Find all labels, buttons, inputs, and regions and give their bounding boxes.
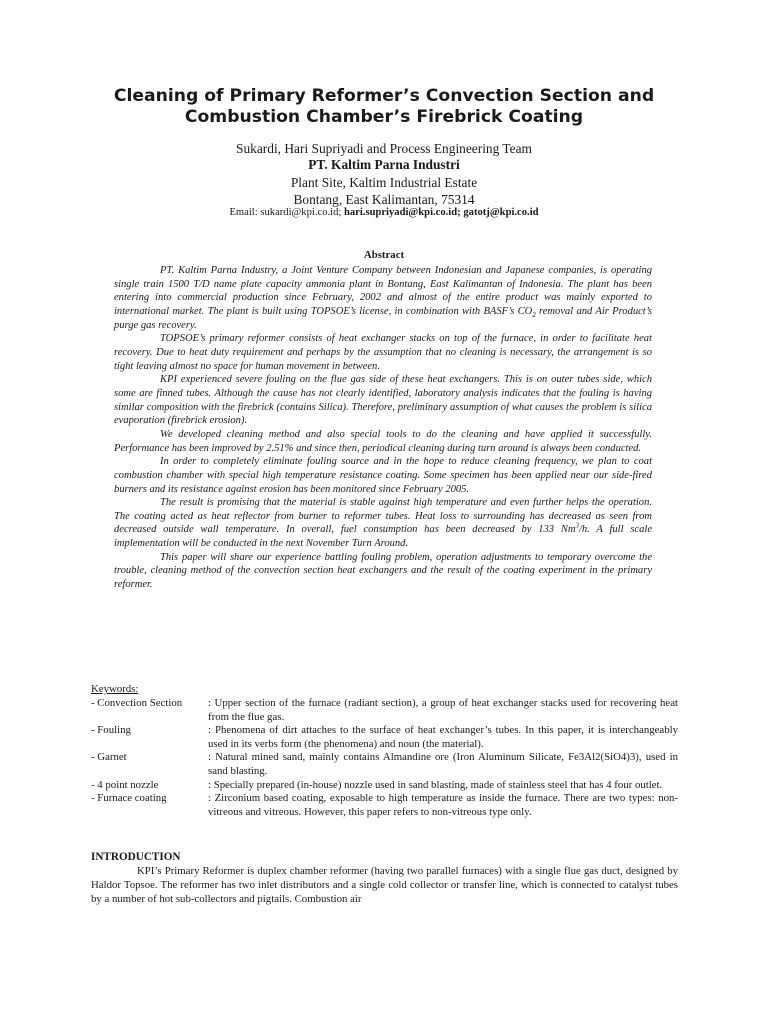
abstract-heading: Abstract [363, 249, 405, 261]
email-link-sukardi[interactable]: sukardi@kpi.co.id [260, 207, 339, 218]
abstract-paragraph: The result is promising that the material is stable against high temperature and even further helps the operation. The coating acted as heat reflector from burner to reformer tubes. Heat loss to surrounding has decreased as seen from decreased outside wall temperature. In overall, fuel consumption has been decreased by 133 Nm$^3$/h. A full scale implementation will be conducted in the next November Turn Around. [114, 497, 653, 550]
abstract-body [114, 264, 652, 592]
introduction-body [91, 864, 678, 907]
keyword-row [91, 751, 678, 778]
keyword-definition: : Natural mined sand, mainly contains Almandine ore (Iron Aluminum Silicate, Fe3Al2(SiO4)3), used in sand blasting. [208, 751, 678, 777]
abstract-paragraph: KPI experienced severe fouling on the flue gas side of these heat exchangers. This is on outer tubes side, which some are finned tubes. Although the cause has not clearly identified, laboratory analysis indicates that the fouling is having similar composition with the firebrick (contains Silica). Therefore, preliminary assumption of what causes the problem is silica evaporation (firebrick erosion). [114, 374, 652, 427]
paper-title: Cleaning of Primary Reformer’s Convection Section and Combustion Chamber’s Firebrick Coating [113, 86, 655, 127]
keyword-row [91, 724, 678, 751]
abstract-paragraph: TOPSOE’s primary reformer consists of heat exchanger stacks on top of the furnace, in order to facilitate heat recovery. Due to heat duty requirement and perhaps by the assumption that no cleaning is necessary, the arrangement is so tight leaving almost no space for human movement in between. [114, 333, 652, 372]
email-line [60, 206, 708, 220]
email-separator: ; [338, 207, 344, 218]
address-line-2: Bontang, East Kalimantan, 75314 [293, 192, 475, 207]
keyword-row [91, 779, 678, 793]
keywords-heading: Keywords: [91, 683, 139, 695]
abstract-paragraph: This paper will share our experience battling fouling problem, operation adjustments to temporary overcome the trouble, cleaning method of the convection section heat exchangers and the result of the coating experiment in the primary reformer. [114, 551, 652, 591]
introduction-heading: INTRODUCTION [91, 851, 181, 863]
keyword-definition: : Phenomena of dirt attaches to the surface of heat exchanger’s tubes. In this paper, it is interchangeably used in its verbs form (the phenomena) and noun (the material). [208, 724, 678, 750]
keyword-row [91, 697, 678, 724]
keyword-term: - Garnet [91, 751, 127, 764]
keyword-definition: : Specially prepared (in-house) nozzle used in sand blasting, made of stainless steel that has 4 four outlet. [208, 778, 663, 791]
abstract-paragraph: In order to completely eliminate fouling source and in the hope to reduce cleaning frequency, we plan to coat combustion chamber with special high temperature resistance coating. Some specimen has been applied near our side-fired burners and its resistance against erosion has been monitored since February 2005. [114, 456, 652, 495]
keyword-term: - Fouling [91, 724, 131, 737]
authors: Sukardi, Hari Supriyadi and Process Engineering Team [236, 141, 532, 156]
introduction-paragraph: KPI’s Primary Reformer is duplex chamber reformer (having two parallel furnaces) with a single flue gas duct, designed by Haldor Topsoe. The reformer has two inlet distributors and a single cold collector or transfer line, which is connected to catalyst tubes by a number of hot sub-collectors and pigtails. Combustion air [91, 865, 678, 906]
email-link-gatot[interactable]: gatotj@kpi.co.id [463, 207, 539, 218]
email-label: Email: [229, 207, 261, 218]
keywords-list [91, 697, 678, 819]
keyword-definition: : Zirconium based coating, exposable to high temperature as inside the furnace. There are two types: non-vitreous and vitreous. However, this paper refers to non-vitreous type only. [208, 792, 678, 818]
keyword-row [91, 792, 678, 819]
email-separator: ; [457, 207, 464, 218]
abstract-paragraph: PT. Kaltim Parna Industry, a Joint Venture Company between Indonesian and Japanese companies, is operating single train 1500 T/D name plate capacity ammonia plant in Bontang, East Kalimantan of Indonesia. The plant has been entering into commercial production since February, 2002 and almost of the entire product was mainly exported to international market. The plant is built using TOPSOE’s license, in combination with BASF’s $CO_2$ removal and Air Product’s purge gas recovery. [114, 265, 652, 331]
keyword-term: - 4 point nozzle [91, 778, 159, 791]
company-name: PT. Kaltim Parna Industri [308, 157, 460, 172]
keyword-definition: : Upper section of the furnace (radiant section), a group of heat exchanger stacks used for recovering heat from the flue gas. [208, 697, 678, 723]
keyword-term: - Furnace coating [91, 792, 167, 805]
abstract-paragraph: We developed cleaning method and also special tools to do the cleaning and have applied it successfully. Performance has been improved by 2.51% and since then, periodical cleaning during turn around is always been conducted. [114, 428, 652, 454]
email-link-hari[interactable]: hari.supriyadi@kpi.co.id [343, 207, 458, 218]
address-line-1: Plant Site, Kaltim Industrial Estate [290, 175, 478, 190]
keyword-term: - Convection Section [91, 697, 183, 709]
